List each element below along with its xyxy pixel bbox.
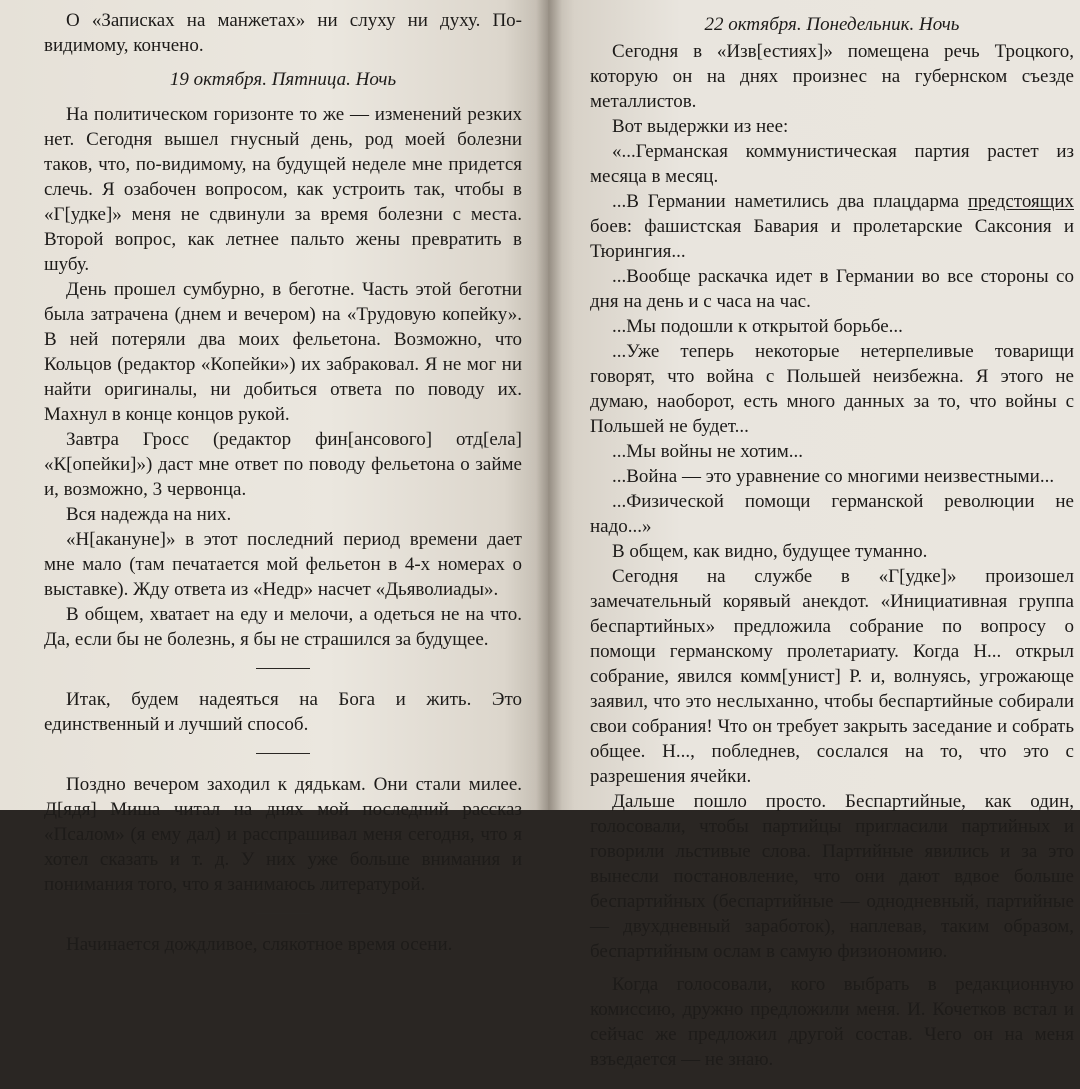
quote-text: боев: фашистская Бавария и пролетарские Саксония и Тюрингия...: [590, 216, 1074, 262]
quote-line: ...Война — это уравнение со многими неизвестными...: [612, 466, 1055, 487]
quote-text: ...В Германии наметились два плацдарма: [612, 191, 968, 212]
paragraph: «Н[акануне]» в этот последний период времени дает мне мало (там печатается мой фельетон в 4-х номерах о выставке). Жду ответа из «Недр» насчет «Дьяволиады».: [44, 529, 522, 600]
paragraph: Вся надежда на них.: [66, 504, 232, 525]
paragraph: На политическом горизонте то же — изменений резких нет. Сегодня вышел гнусный день, род моей болезни таков, что, по-видимому, на будущей неделе мне придется слечь. Я озабочен вопросом, как устроить так, чтобы в «Г[удке]» меня не сдвинули за время болезни с места. Второй вопрос, как летнее пальто жены превратить в шубу.: [44, 104, 522, 275]
quote-line: [590, 189, 1074, 264]
paragraph-gap: [590, 964, 1074, 972]
paragraph: Когда голосовали, кого выбрать в редакционную комиссию, дружно предложили меня. И. Кочетков встал и сейчас же предложил другой состав. Чего он на меня взъедается — не знаю.: [590, 974, 1074, 1070]
paragraph: День прошел сумбурно, в беготне. Часть этой беготни была затрачена (днем и вечером) на «Трудовую копейку». В ней потеряли два моих фельетона. Возможно, что Кольцов (редактор «Копейки») их забраковал. Я не мог ни найти оригиналы, ни добиться ответа по поводу их. Махнул в конце концов рукой.: [44, 279, 522, 425]
right-page-text: [590, 12, 1074, 1089]
paragraph: Итак, будем надеяться на Бога и жить. Это единственный и лучший способ.: [44, 689, 522, 735]
paragraph: Завтра Гросс (редактор фин[ансового] отд[ела] «К[опейки]») даст мне ответ по поводу фельетона о займе и, возможно, 3 червонца.: [44, 429, 522, 500]
paragraph: Сегодня на службе в «Г[удке]» произошел замечательный корявый анекдот. «Инициативная группа беспартийных» предложила собрание по вопросу о помощи германскому пролетариату. Когда Н... открыл собрание, явился комм[унист] Р. и, волнуясь, угрожающе заявил, что это неслыханно, чтобы беспартийные собирали свои собрания! Что он требует закрыть заседание и собрать общее. Н..., побледнев, сослался на то, что это с разрешения ячейки.: [590, 566, 1074, 787]
left-page: [0, 0, 548, 955]
quote-line: ...Физической помощи германской революции не надо...»: [590, 491, 1074, 537]
entry-heading-22-october: 22 октября. Понедельник. Ночь: [704, 14, 960, 35]
paragraph-intro: О «Записках на манжетах» ни слуху ни духу. По-видимому, кончено.: [44, 10, 522, 56]
entry-heading-19-october: 19 октября. Пятница. Ночь: [169, 69, 397, 90]
paragraph: Сегодня в «Изв[естиях]» помещена речь Троцкого, которую он на днях произнес на губернском съезде металлистов.: [590, 41, 1074, 112]
section-separator: [256, 668, 310, 669]
paragraph: Вот выдержки из нее:: [612, 116, 789, 137]
left-page-text: [44, 8, 522, 957]
quote-line: ...Мы войны не хотим...: [612, 441, 803, 462]
paragraph: Начинается дождливое, слякотное время осени.: [66, 934, 453, 955]
paragraph: Дальше пошло просто. Беспартийные, как один, голосовали, чтобы партийцы пригласили партийных и говорили льстивые слова. Партийные явились и за это вынесли постановление, что они дают вдвое больше беспартийных (беспартийные — однодневный, партийные — двухдневный заработок), наплевав, таким образом, беспартийным ослам в самую физиономию.: [590, 791, 1074, 962]
quote-line: ...Уже теперь некоторые нетерпеливые товарищи говорят, что война с Польшей неизбежна. Я этого не думаю, наоборот, есть много данных за то, что войны с Польшей не будет...: [590, 341, 1074, 437]
underlined-word: предстоящих: [967, 191, 1074, 212]
paragraph: Поздно вечером заходил к дядькам. Они стали милее. Д[ядя] Миша читал на днях мой последний рассказ «Псалом» (я ему дал) и расспрашивал меня сегодня, что я хотел сказать и т. д. У них уже больше внимания и понимания того, что я занимаюсь литературой.: [44, 774, 522, 895]
paragraph: В общем, как видно, будущее туманно.: [612, 541, 928, 562]
section-separator: [256, 753, 310, 754]
right-page: [548, 0, 1080, 1070]
quote-line: ...Мы подошли к открытой борьбе...: [612, 316, 903, 337]
section-separator: [256, 913, 310, 914]
quote-line: ...Вообще раскачка идет в Германии во все стороны со дня на день и с часа на час.: [590, 266, 1074, 312]
quote-line: «...Германская коммунистическая партия растет из месяца в месяц.: [590, 141, 1074, 187]
paragraph: В общем, хватает на еду и мелочи, а одеться не на что. Да, если бы не болезнь, я бы не страшился за будущее.: [44, 604, 522, 650]
